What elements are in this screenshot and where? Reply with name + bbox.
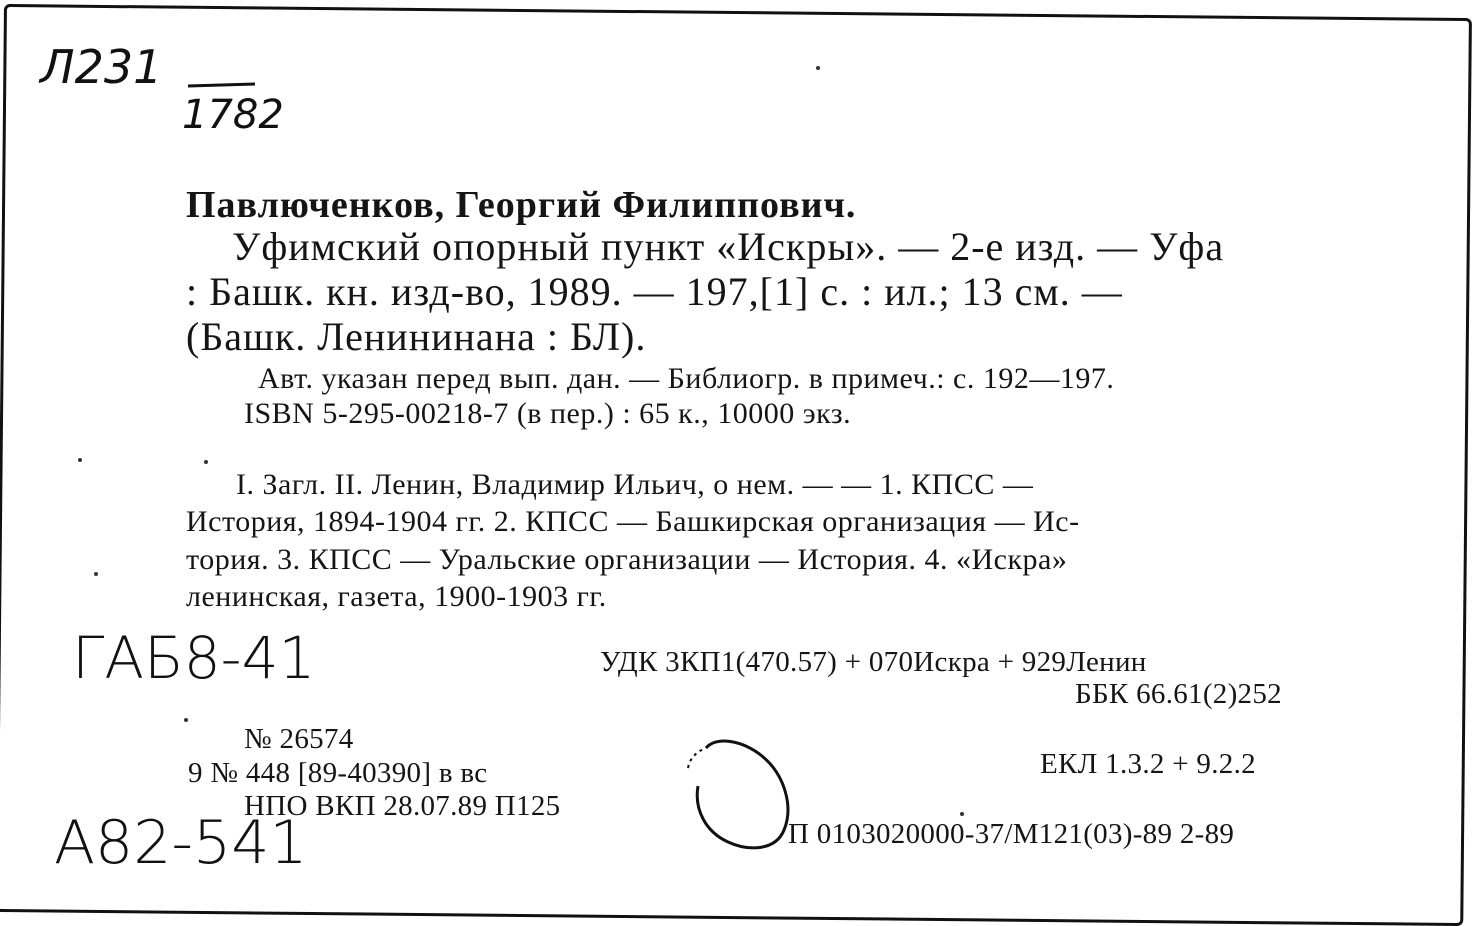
subject-line-3: тория. 3. КПСС — Уральские организации — История. 4. «Искра» [186,543,1068,576]
order-line: 9 № 448 [89-40390] в вс [188,757,488,789]
scan-speck [960,812,964,816]
author-heading: Павлюченков, Георгий Филиппович. [186,184,857,226]
handwritten-call-number: Л231 [40,40,163,94]
scan-speck [94,572,98,576]
udk-code: УДК 3КП1(470.57) + 070Искра + 929Ленин [600,646,1147,678]
title-line-2: : Башк. кн. изд-во, 1989. — 197,[1] с. : ил.; 13 см. — [186,269,1123,314]
subject-line-1: I. Загл. II. Ленин, Владимир Ильич, о нем. — — 1. КПСС — [236,468,1034,501]
isbn-line: ISBN 5-295-00218-7 (в пер.) : 65 к., 10000 экз. [244,397,852,430]
punch-hole [0,0,1,1]
card-number: № 26574 [244,723,354,755]
handwritten-acquisition-number: А82-541 [54,808,308,878]
notes-line-1: Авт. указан перед вып. дан. — Библиогр. в примеч.: с. 192—197. [258,362,1115,395]
title-line-3: (Башк. Ленининана : БЛ). [186,314,647,359]
subject-line-2: История, 1894-1904 гг. 2. КПСС — Башкирская организация — Ис- [186,505,1080,538]
scan-speck [204,460,208,464]
scan-speck [816,66,820,70]
bbk-code: ББК 66.61(2)252 [1075,678,1282,710]
handwritten-fraction: 1782 [182,92,284,138]
ekl-code: ЕКЛ 1.3.2 + 9.2.2 [1040,748,1256,780]
subject-line-4: ленинская, газета, 1900-1903 гг. [186,580,607,613]
scan-speck [78,458,82,462]
catalog-code: П 0103020000-37/М121(03)-89 2-89 [788,818,1235,850]
title-line-1: Уфимский опорный пункт «Искры». — 2-е изд. — Уфа [232,224,1225,269]
handwritten-shelf-mark: ГАБ8-41 [72,624,316,692]
publisher-line: НПО ВКП 28.07.89 П125 [244,790,561,822]
scan-speck [184,718,188,722]
